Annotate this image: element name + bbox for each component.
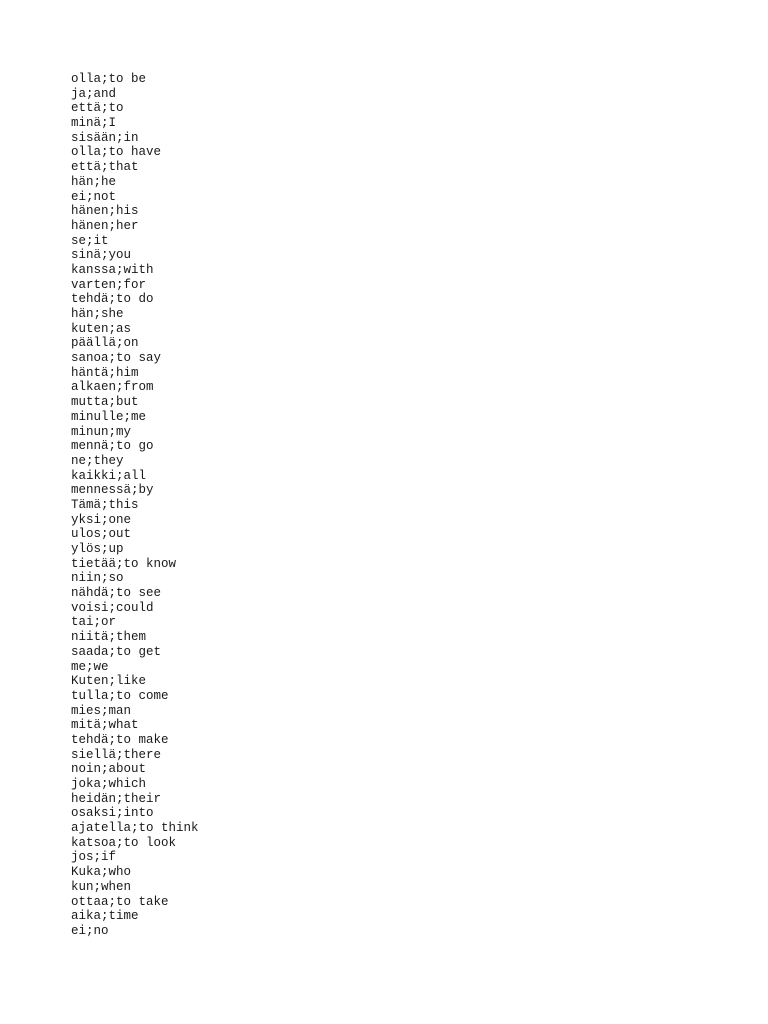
word-entry: hän;she <box>71 307 124 321</box>
word-entry: voisi;could <box>71 600 154 615</box>
word-entry: sanoa;to say <box>71 351 162 366</box>
word-entry: ottaa;to take <box>71 894 169 909</box>
word-entry: tehdä;to make <box>71 732 169 747</box>
word-entry: minun;my <box>71 424 132 439</box>
word-entry: mitä;what <box>71 718 139 733</box>
word-entry: minulle;me <box>71 409 147 424</box>
word-entry: katsoa;to look <box>71 835 177 850</box>
word-entry: ajatella;to think <box>71 821 199 836</box>
word-entry: mies;man <box>71 703 132 718</box>
word-entry: ylös;up <box>71 542 124 556</box>
word-entry: ne;they <box>71 453 124 468</box>
word-entry: häntä;him <box>71 365 139 380</box>
word-entry: alkaen;from <box>71 380 154 395</box>
word-entry: siellä;there <box>71 747 162 762</box>
word-entry: olla;to be <box>71 72 147 86</box>
word-entry: Kuka;who <box>71 865 132 880</box>
word-entry: niitä;them <box>71 630 147 645</box>
word-entry: mennessä;by <box>71 483 154 498</box>
word-entry: joka;which <box>71 777 147 791</box>
word-entry: olla;to have <box>71 145 162 160</box>
word-entry: tai;or <box>71 615 117 630</box>
word-entry: mennä;to go <box>71 439 154 454</box>
word-entry: että;to <box>71 101 124 116</box>
word-entry: se;it <box>71 233 109 248</box>
word-entry: hänen;her <box>71 218 139 233</box>
word-entry: sinä;you <box>71 248 132 263</box>
word-entry: kanssa;with <box>71 262 154 277</box>
word-entry: jos;if <box>71 850 117 865</box>
word-entry: että;that <box>71 160 139 175</box>
word-entry: mutta;but <box>71 395 139 410</box>
word-entry: me;we <box>71 659 109 674</box>
word-entry: nähdä;to see <box>71 586 162 601</box>
word-entry: ei;no <box>71 923 109 938</box>
word-entry: ja;and <box>71 86 117 101</box>
word-entry: Tämä;this <box>71 497 139 512</box>
word-entry: Kuten;like <box>71 674 147 689</box>
word-entry: hän;he <box>71 174 117 189</box>
word-entry: ulos;out <box>71 527 132 542</box>
word-entry: tulla;to come <box>71 688 169 703</box>
word-entry: yksi;one <box>71 512 132 527</box>
word-entry: kuten;as <box>71 321 132 336</box>
word-entry: tehdä;to do <box>71 292 154 307</box>
word-entry: saada;to get <box>71 644 162 659</box>
word-entry: niin;so <box>71 571 124 586</box>
word-entry: ei;not <box>71 189 117 204</box>
word-entry: heidän;their <box>71 791 162 806</box>
word-entry: osaksi;into <box>71 806 154 821</box>
word-entry: noin;about <box>71 762 147 777</box>
word-entry: tietää;to know <box>71 556 177 571</box>
word-entry: minä;I <box>71 116 117 131</box>
word-entry: päällä;on <box>71 336 139 351</box>
word-entry: aika;time <box>71 909 139 924</box>
word-entry: hänen;his <box>71 204 139 219</box>
word-entry: kaikki;all <box>71 468 147 483</box>
word-entry: sisään;in <box>71 130 139 145</box>
word-entry: varten;for <box>71 277 147 292</box>
word-list <box>71 72 199 939</box>
word-entry: kun;when <box>71 879 132 894</box>
